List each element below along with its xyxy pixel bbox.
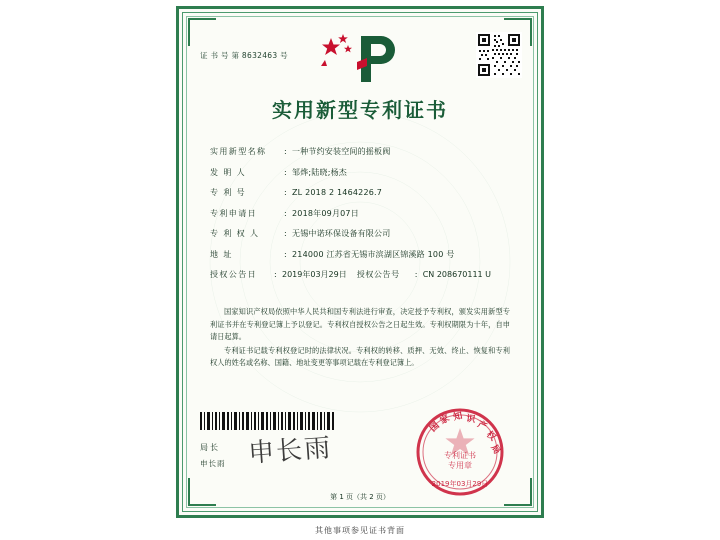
- signatory-name: 申长雨: [200, 459, 226, 468]
- svg-text:识: 识: [465, 414, 476, 426]
- field-label: 地 址: [210, 249, 233, 259]
- field-colon: :: [274, 270, 277, 279]
- field-colon: :: [284, 188, 287, 197]
- patent-certificate: [176, 6, 544, 518]
- legal-paragraph-2: 专利证书记载专利权登记时的法律状况。专利权的转移、质押、无效、终止、恢复和专利权人的姓名或名称、国籍、地址变更等事项记载在专利登记簿上。: [210, 345, 510, 368]
- page-indicator: 第 1 页（共 2 页）: [330, 493, 390, 501]
- field-value-grant-number: CN 208670111 U: [422, 270, 492, 279]
- field-label-grant-date: 授权公告日: [210, 270, 257, 279]
- svg-text:专利证书: 专利证书: [444, 451, 476, 460]
- legal-paragraph-1: 国家知识产权局依照中华人民共和国专利法进行审查，决定授予专利权，颁发实用新型专利证书并在专利登记簿上予以登记。专利权自授权公告之日起生效。专利权期限为十年，自申请日起算。: [210, 307, 510, 342]
- field-row-application-date: [210, 208, 510, 219]
- seal-date: 2019年03月29日: [431, 480, 489, 488]
- field-colon: :: [284, 167, 287, 177]
- field-value-grant-date: 2019年03月29日: [282, 270, 347, 279]
- certificate-number: 证 书 号 第 8632463 号: [200, 51, 288, 60]
- handwritten-signature: 申长雨: [247, 433, 334, 469]
- field-value: 无锡中诺环保设备有限公司: [292, 229, 391, 238]
- svg-text:家: 家: [438, 413, 452, 427]
- signatory-title: 局长: [200, 443, 220, 452]
- svg-text:产: 产: [475, 419, 489, 433]
- field-colon: :: [284, 147, 287, 156]
- signature-block: [200, 442, 226, 469]
- field-label-grant-number: 授权公告号: [356, 270, 400, 279]
- svg-text:专用章: 专用章: [448, 461, 472, 470]
- field-row-inventors: [210, 167, 510, 178]
- field-value: 邹烨;陆晓;杨杰: [292, 167, 347, 177]
- certificate-fields: [210, 146, 510, 290]
- field-row-address: [210, 249, 510, 260]
- field-colon-2: :: [414, 270, 418, 279]
- field-row-grant-announcement: [210, 269, 510, 280]
- field-label: 专利申请日: [210, 208, 257, 218]
- field-value: 一种节约安装空间的摇板阀: [292, 147, 391, 156]
- field-row-patent-number: [210, 187, 510, 198]
- svg-text:知: 知: [452, 411, 464, 423]
- field-value: 2018年09月07日: [292, 208, 359, 218]
- svg-text:国: 国: [428, 420, 442, 435]
- corner-ornament-top-left: [188, 18, 216, 46]
- qr-code: [476, 32, 522, 78]
- svg-text:权: 权: [483, 429, 498, 444]
- official-seal: [414, 406, 506, 498]
- legal-body-text: [210, 306, 510, 371]
- field-colon: :: [284, 208, 287, 218]
- page-title: 实用新型专利证书: [272, 98, 448, 122]
- field-value: 214000 江苏省无锡市滨湖区锦溪路 100 号: [292, 249, 455, 259]
- field-row-utility-model-name: [210, 146, 510, 157]
- field-label: 专 利 号: [210, 188, 247, 197]
- field-value: ZL 2018 2 1464226.7: [292, 188, 383, 197]
- patent-office-emblem-icon: [317, 32, 403, 86]
- field-label: 实用新型名称: [210, 147, 267, 156]
- field-label: 专 利 权 人: [210, 229, 260, 238]
- field-colon: :: [284, 249, 287, 259]
- field-label: 发 明 人: [210, 167, 247, 177]
- field-row-patentee: [210, 228, 510, 239]
- footer-note: 其他事项参见证书背面: [315, 526, 405, 535]
- field-colon: :: [284, 229, 287, 238]
- svg-text:局: 局: [488, 443, 502, 457]
